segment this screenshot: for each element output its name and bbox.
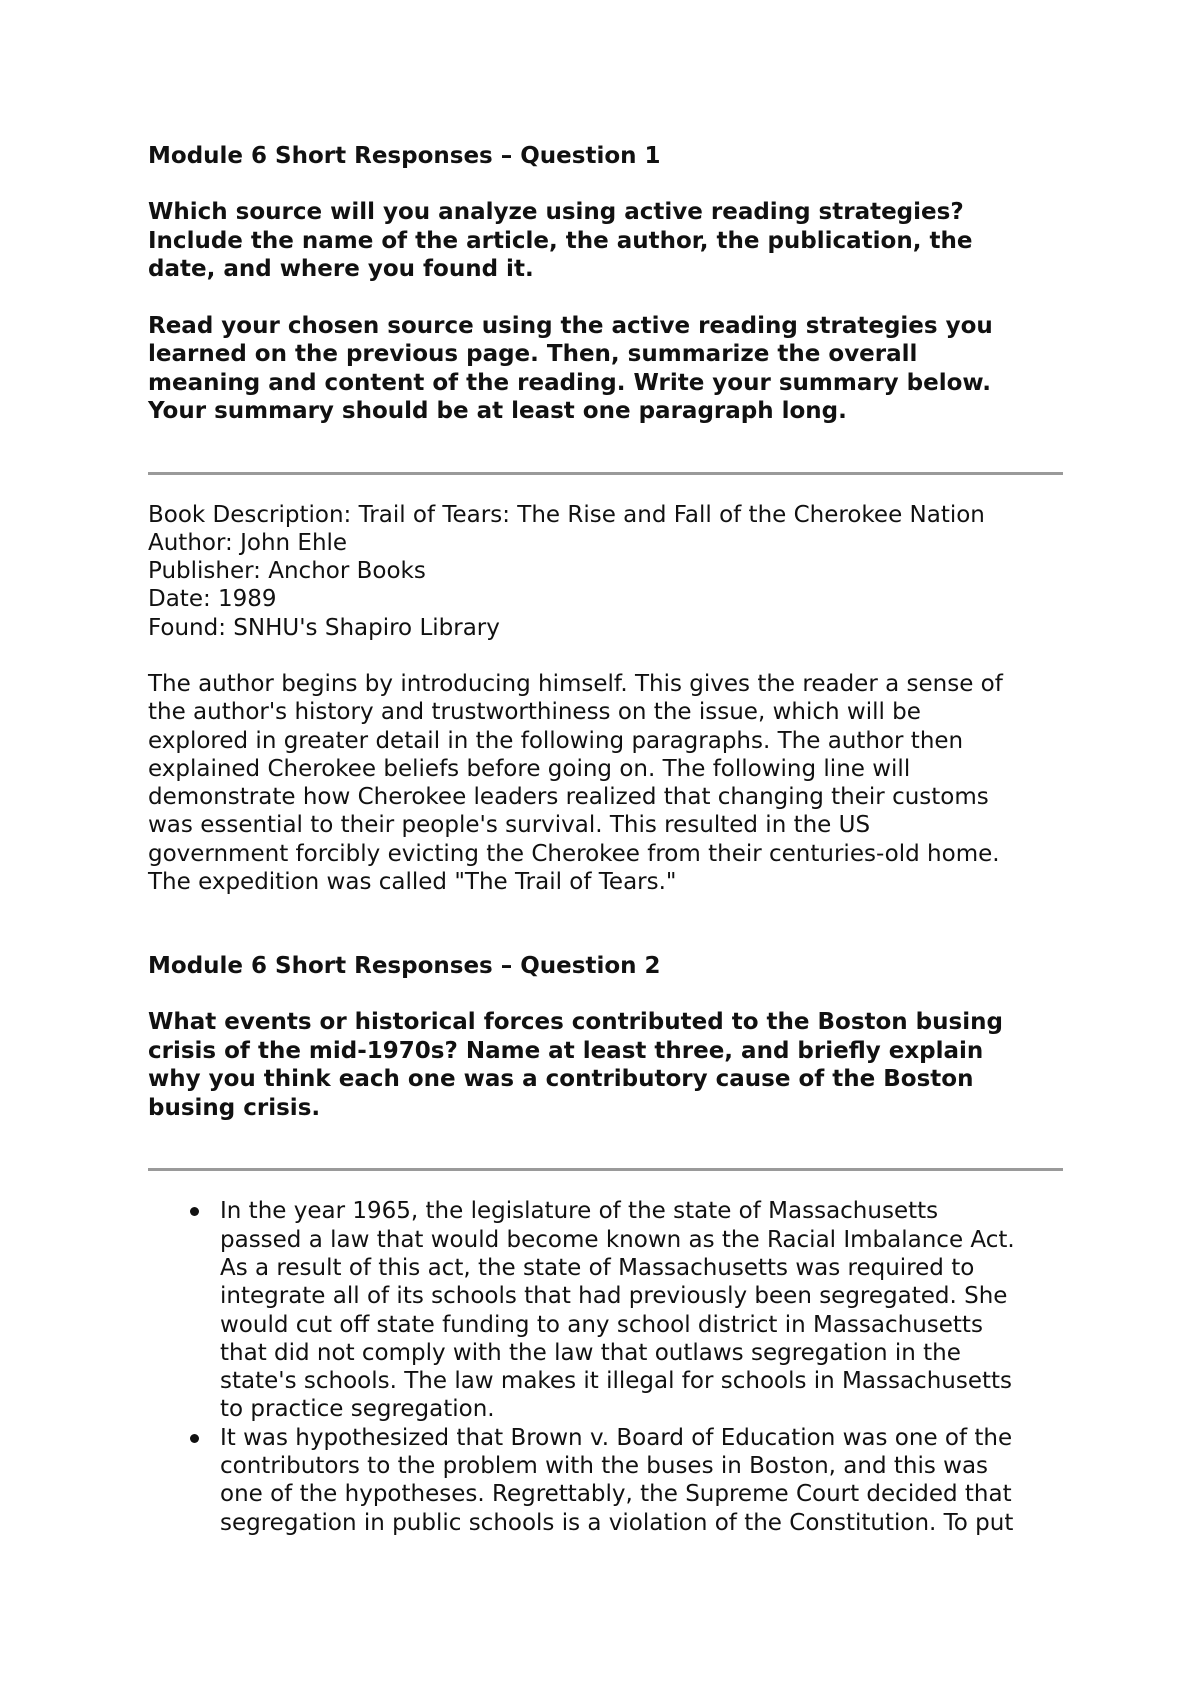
document-page: [148, 142, 1068, 1537]
summary-line: demonstrate how Cherokee leaders realized that changing their customs: [148, 784, 989, 811]
question-1-heading: Module 6 Short Responses – Question 1: [148, 143, 661, 169]
summary-line: government forcibly evicting the Cherokee from their centuries-old home.: [148, 840, 1000, 867]
question-1-prompt-summary: [148, 312, 1068, 426]
prompt-line: Read your chosen source using the active reading strategies you: [148, 312, 993, 339]
question-2-heading: Module 6 Short Responses – Question 2: [148, 953, 661, 980]
summary-line: the author's history and trustworthiness on the issue, which will be: [148, 699, 921, 726]
bullet-line: integrate all of its schools that had previously been segregated. She: [220, 1283, 1008, 1310]
question-2-prompt: [148, 1008, 1068, 1122]
source-found: Found: SNHU's Shapiro Library: [148, 614, 500, 641]
bullet-line: As a result of this act, the state of Massachusetts was required to: [220, 1254, 975, 1281]
source-info: [148, 501, 1068, 642]
summary-line: was essential to their people's survival. This resulted in the US: [148, 812, 871, 839]
bullet-line: to practice segregation.: [220, 1396, 495, 1423]
bullet-line: contributors to the problem with the buses in Boston, and this was: [220, 1453, 989, 1480]
bullet-line: that did not comply with the law that outlaws segregation in the: [220, 1339, 961, 1366]
source-author: Author: John Ehle: [148, 529, 348, 556]
bullet-icon: [190, 1207, 199, 1216]
prompt-line: busing crisis.: [148, 1094, 321, 1121]
summary-line: explored in greater detail in the following paragraphs. The author then: [148, 727, 964, 754]
horizontal-divider: [148, 472, 1063, 475]
question-1-prompt-source: [148, 198, 1068, 284]
list-item: [148, 1197, 1068, 1423]
list-item: [148, 1424, 1068, 1537]
source-book-description: Book Description: Trail of Tears: The Rise and Fall of the Cherokee Nation: [148, 501, 985, 528]
bullet-line: segregation in public schools is a violation of the Constitution. To put: [220, 1509, 1014, 1536]
bullet-line: It was hypothesized that Brown v. Board of Education was one of the: [220, 1424, 1013, 1451]
prompt-line: What events or historical forces contributed to the Boston busing: [148, 1009, 1003, 1036]
summary-line: explained Cherokee beliefs before going on. The following line will: [148, 755, 911, 782]
prompt-line: Your summary should be at least one paragraph long.: [148, 398, 847, 424]
source-publisher: Publisher: Anchor Books: [148, 558, 426, 585]
question-1-summary: [148, 670, 1068, 896]
prompt-line: why you think each one was a contributory cause of the Boston: [148, 1066, 974, 1093]
summary-line: The expedition was called "The Trail of Tears.": [148, 869, 677, 896]
answer-bullet-list: [148, 1197, 1068, 1537]
prompt-line: date, and where you found it.: [148, 256, 534, 282]
bullet-line: In the year 1965, the legislature of the state of Massachusetts: [220, 1198, 939, 1225]
prompt-line: Include the name of the article, the author, the publication, the: [148, 227, 973, 254]
prompt-line: meaning and content of the reading. Write your summary below.: [148, 369, 991, 396]
bullet-icon: [190, 1434, 199, 1443]
prompt-line: learned on the previous page. Then, summarize the overall: [148, 341, 918, 367]
bullet-line: one of the hypotheses. Regrettably, the Supreme Court decided that: [220, 1481, 1012, 1508]
bullet-line: passed a law that would become known as the Racial Imbalance Act.: [220, 1226, 1015, 1253]
prompt-line: crisis of the mid-1970s? Name at least three, and briefly explain: [148, 1037, 984, 1064]
prompt-line: Which source will you analyze using active reading strategies?: [148, 199, 964, 225]
bullet-line: would cut off state funding to any school district in Massachusetts: [220, 1311, 983, 1338]
source-date: Date: 1989: [148, 586, 277, 613]
horizontal-divider: [148, 1168, 1063, 1171]
summary-line: The author begins by introducing himself. This gives the reader a sense of: [148, 670, 1003, 697]
bullet-line: state's schools. The law makes it illegal for schools in Massachusetts: [220, 1368, 1012, 1395]
